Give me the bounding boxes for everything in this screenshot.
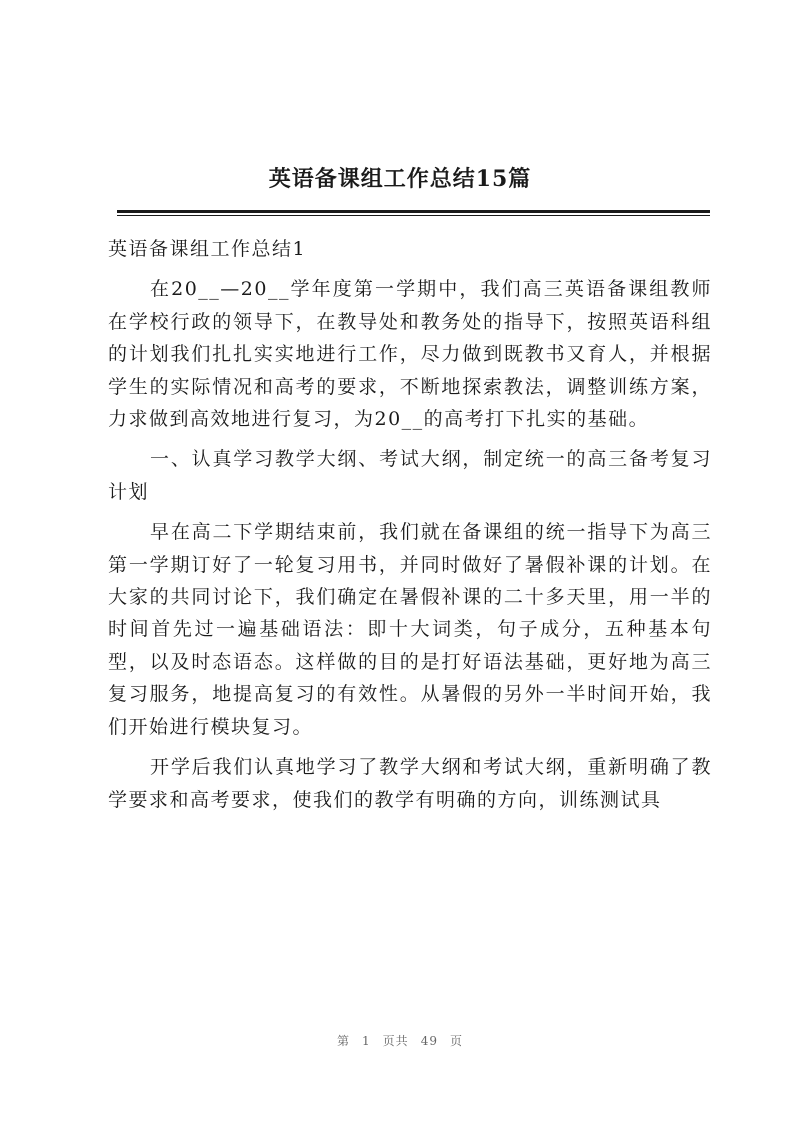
section-heading: 一、认真学习教学大纲、考试大纲，制定统一的高三备考复习计划 (108, 448, 712, 503)
page-label-middle: 页共 (382, 1034, 409, 1048)
current-page-number: 1 (362, 1034, 371, 1048)
total-pages-number: 49 (420, 1034, 438, 1048)
document-title: 英语备课组工作总结15篇 (268, 166, 532, 192)
paragraph: 早在高二下学期结束前，我们就在备课组的统一指导下为高三第一学期订好了一轮复习用书，并同时做好了暑假补课的计划。在大家的共同讨论下，我们确定在暑假补课的二十多天里，用一半的时间首先过一遍基础语法：即十大词类，句子成分，五种基本句型，以及时态语态。这样做的目的是打好语法基础，更好地为高三复习服务，地提高复习的有效性。从暑假的另外一半时间开始，我们开始进行模块复习。 (108, 521, 712, 738)
document-body (108, 233, 712, 816)
section-subtitle: 英语备课组工作总结1 (108, 238, 307, 260)
page-label-suffix: 页 (449, 1034, 463, 1048)
title-divider-thin (117, 215, 710, 216)
paragraph: 在20__—20__学年度第一学期中，我们高三英语备课组教师在学校行政的领导下，在教导处和教务处的指导下，按照英语科组的计划我们扎扎实实地进行工作，尽力做到既教书又育人，并根据学生的实际情况和高考的要求，不断地探索教法，调整训练方案，力求做到高效地进行复习，为20__的高考打下扎实的基础。 (108, 278, 712, 431)
page-label-prefix: 第 (337, 1034, 351, 1048)
paragraph: 开学后我们认真地学习了教学大纲和考试大纲，重新明确了教学要求和高考要求，使我们的教学有明确的方向，训练测试具 (108, 756, 712, 811)
title-divider-thick (117, 210, 710, 213)
page-footer (0, 1032, 800, 1049)
